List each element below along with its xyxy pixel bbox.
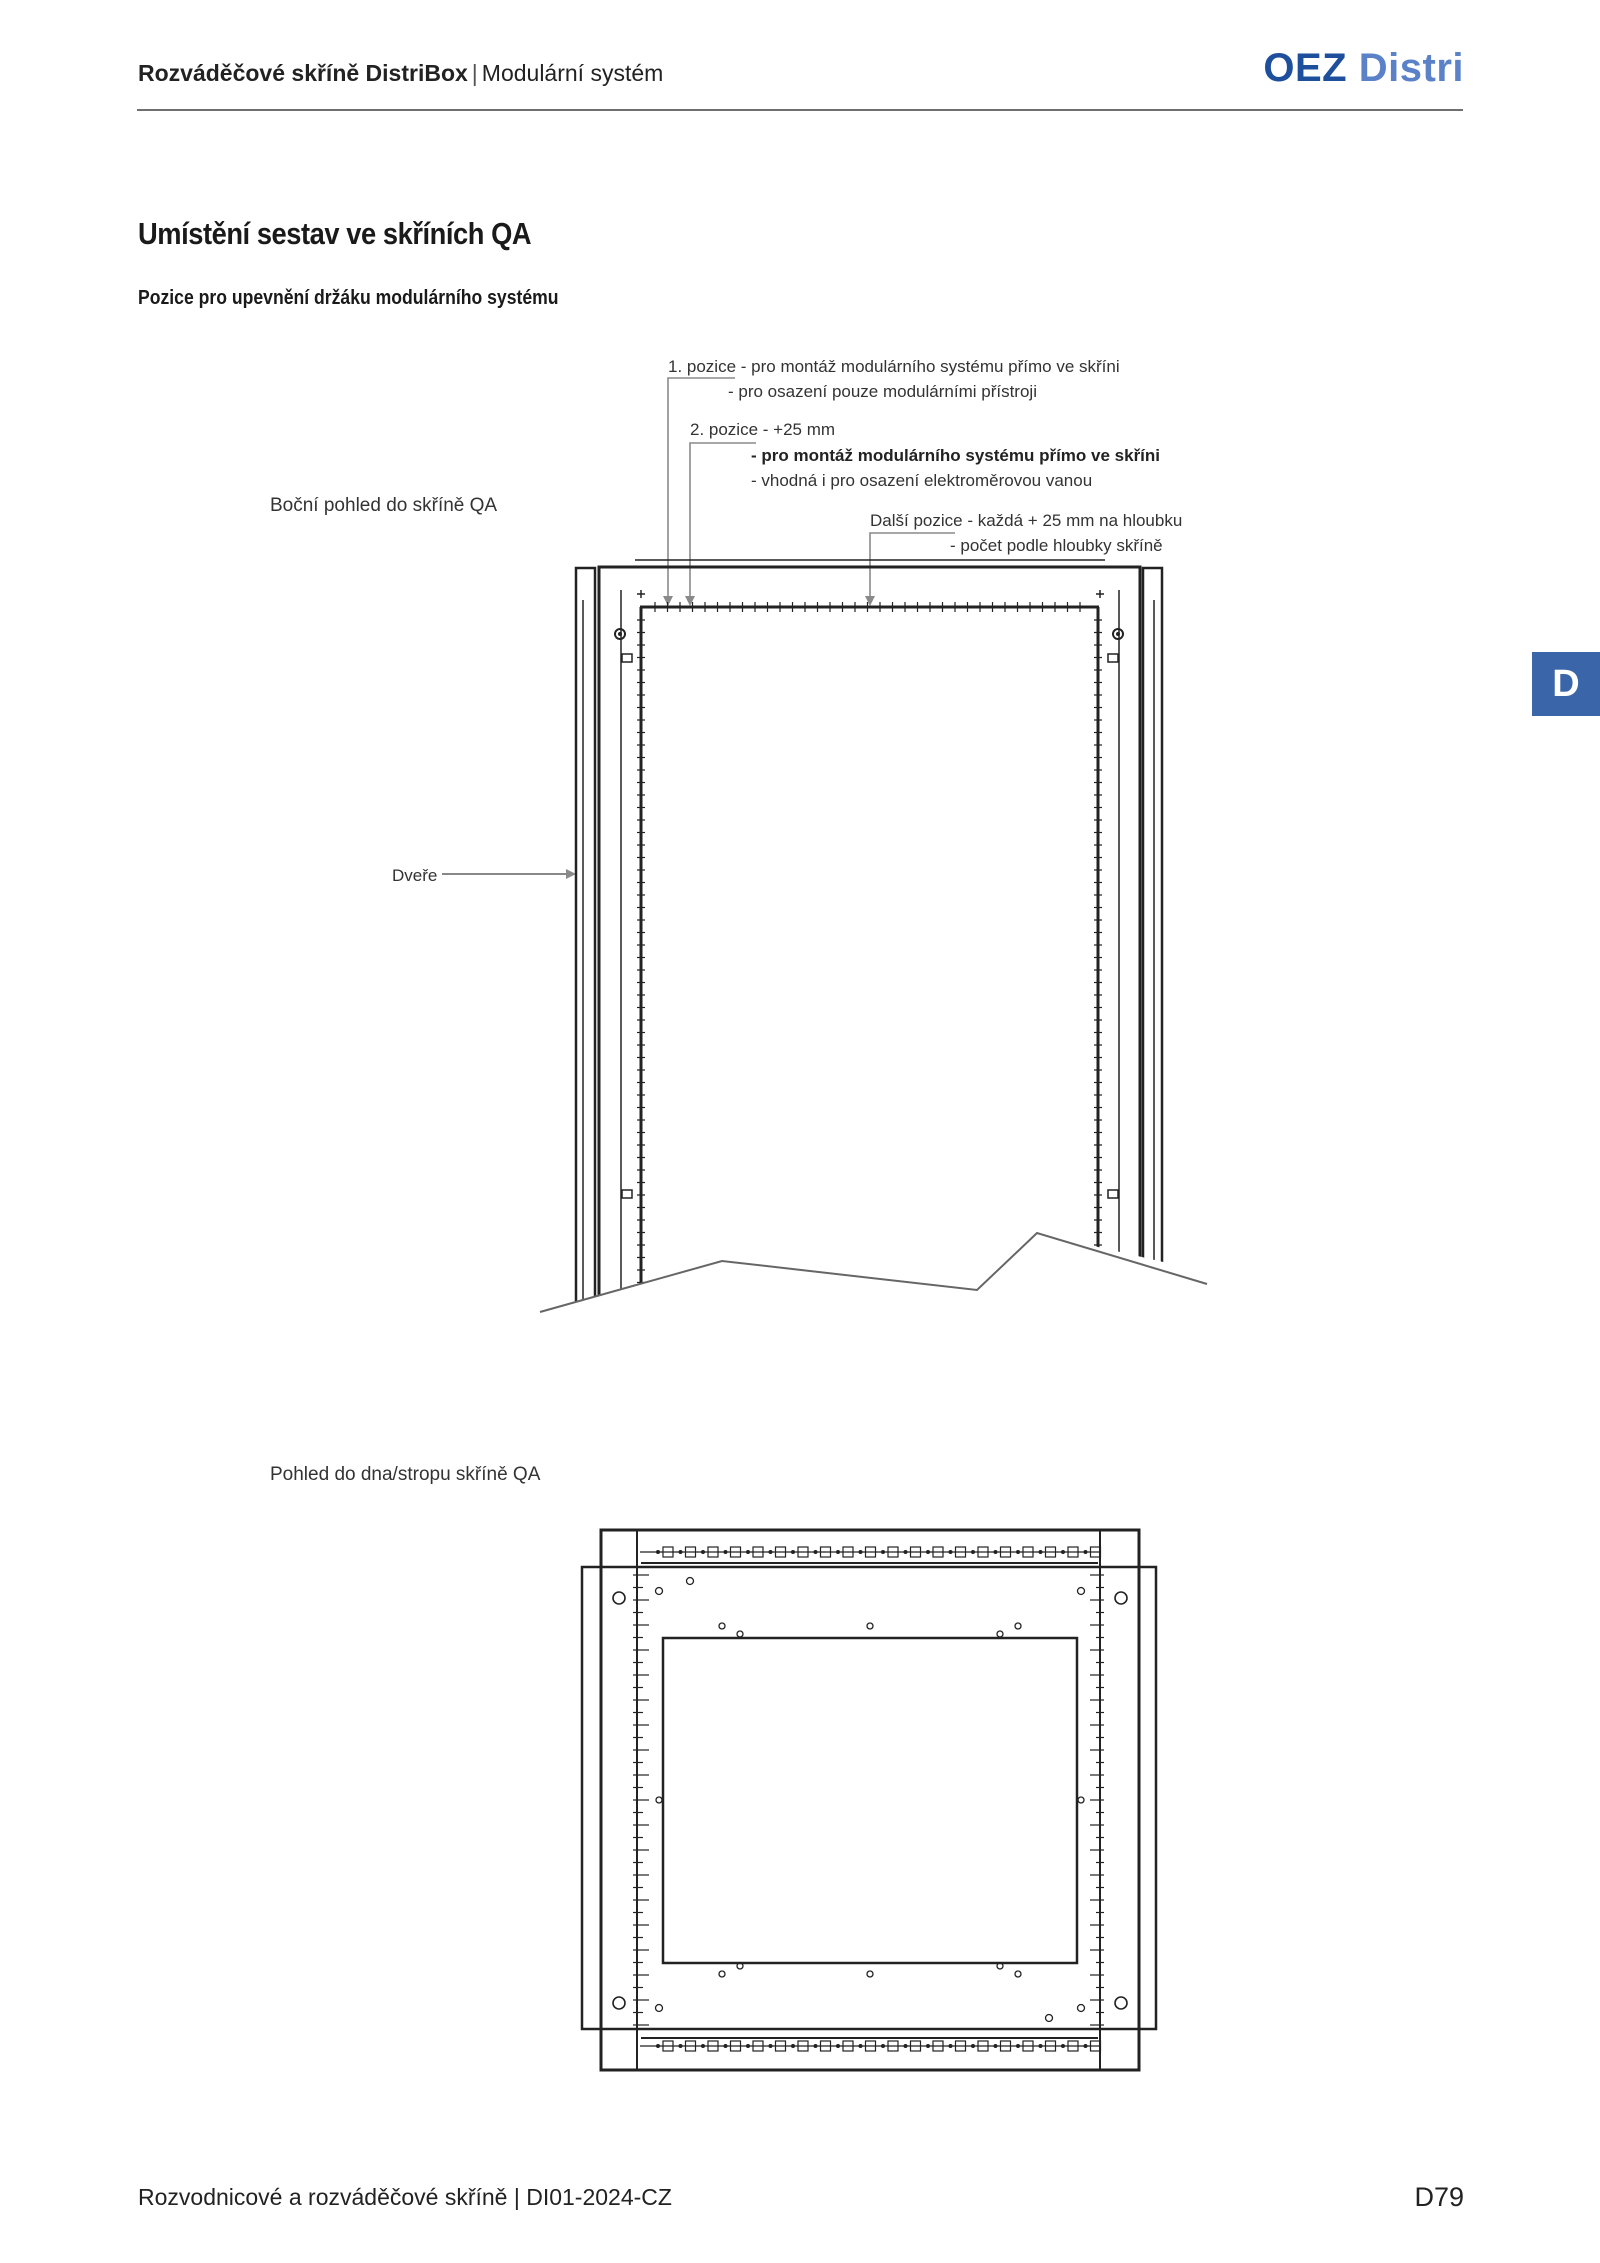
perforation-dot [971, 1550, 975, 1554]
perforation-dot [1061, 1550, 1065, 1554]
header-separator: | [471, 60, 478, 86]
bottom-view-caption: Pohled do dna/stropu skříně QA [270, 1464, 541, 1485]
perforation-dot [791, 1550, 795, 1554]
header-section: Modulární systém [481, 60, 664, 86]
position-2-note-3: - vhodná i pro osazení elektroměrovou vanou [751, 471, 1093, 490]
cabinet-side-frame [576, 560, 1162, 1328]
perforation-dot [1084, 1550, 1088, 1554]
bottom-view-drawing [270, 1464, 1156, 2070]
perforation-dot [769, 1550, 773, 1554]
perforation-dot [1016, 2044, 1020, 2048]
perforation-dot [881, 2044, 885, 2048]
perforation-dot [859, 2044, 863, 2048]
perforation-dot [994, 2044, 998, 2048]
perforation-dot [1039, 1550, 1043, 1554]
position-1-note-2: - pro osazení pouze modulárními přístroji [728, 382, 1037, 401]
perforation-dot [859, 1550, 863, 1554]
perforation-dot [836, 1550, 840, 1554]
perforation-dot [701, 2044, 705, 2048]
header-doc-title: Rozváděčové skříně DistriBox [138, 60, 468, 86]
footer-document: Rozvodnicové a rozváděčové skříně | DI01-2024-CZ [138, 2184, 672, 2210]
perforation-dot [949, 2044, 953, 2048]
side-view-drawing [270, 357, 1207, 1328]
perforation-dot [1016, 1550, 1020, 1554]
perforation-dot [949, 1550, 953, 1554]
perforation-dot [746, 2044, 750, 2048]
perforation-dot [904, 2044, 908, 2048]
perforation-dot [679, 1550, 683, 1554]
perforation-dot [701, 1550, 705, 1554]
position-1-arrow [668, 378, 735, 604]
position-1-note: 1. pozice - pro montáž modulárního systému přímo ve skříni [668, 357, 1120, 376]
perforation-dot [926, 2044, 930, 2048]
perforation-dot [746, 1550, 750, 1554]
door-label: Dveře [392, 866, 438, 885]
section-tab: D [1532, 652, 1600, 716]
position-2-arrow [690, 443, 756, 604]
cabinet-bottom-frame [582, 1530, 1156, 2070]
page-title: Umístění sestav ve skříních QA [138, 216, 532, 251]
perforation-dot [836, 2044, 840, 2048]
perforation-dot [724, 1550, 728, 1554]
next-positions-note: Další pozice - každá + 25 mm na hloubku [870, 511, 1183, 530]
logo-oez: OEZ [1263, 46, 1348, 90]
position-2-note: 2. pozice - +25 mm [690, 420, 836, 439]
perforation-dot [881, 1550, 885, 1554]
perforation-dot [1039, 2044, 1043, 2048]
perforation-dot [679, 2044, 683, 2048]
perforation-dot [994, 1550, 998, 1554]
perforation-dot [1061, 2044, 1065, 2048]
perforation-dot [1084, 2044, 1088, 2048]
page-number: D79 [1414, 2182, 1464, 2212]
position-2-note-2: - pro montáž modulárního systému přímo ve skříni [751, 446, 1161, 465]
logo-distri: Distri [1358, 46, 1464, 90]
next-positions-note-2: - počet podle hloubky skříně [950, 536, 1163, 555]
perforation-dot [814, 2044, 818, 2048]
perforation-dot [656, 2044, 660, 2048]
perforation-dot [791, 2044, 795, 2048]
page-subtitle: Pozice pro upevnění držáku modulárního systému [138, 287, 559, 309]
perforation-dot [814, 1550, 818, 1554]
perforation-dot [769, 2044, 773, 2048]
side-view-caption: Boční pohled do skříně QA [270, 495, 498, 516]
perforation-dot [971, 2044, 975, 2048]
perforation-dot [656, 1550, 660, 1554]
perforation-dot [904, 1550, 908, 1554]
perforation-dot [926, 1550, 930, 1554]
perforation-dot [724, 2044, 728, 2048]
